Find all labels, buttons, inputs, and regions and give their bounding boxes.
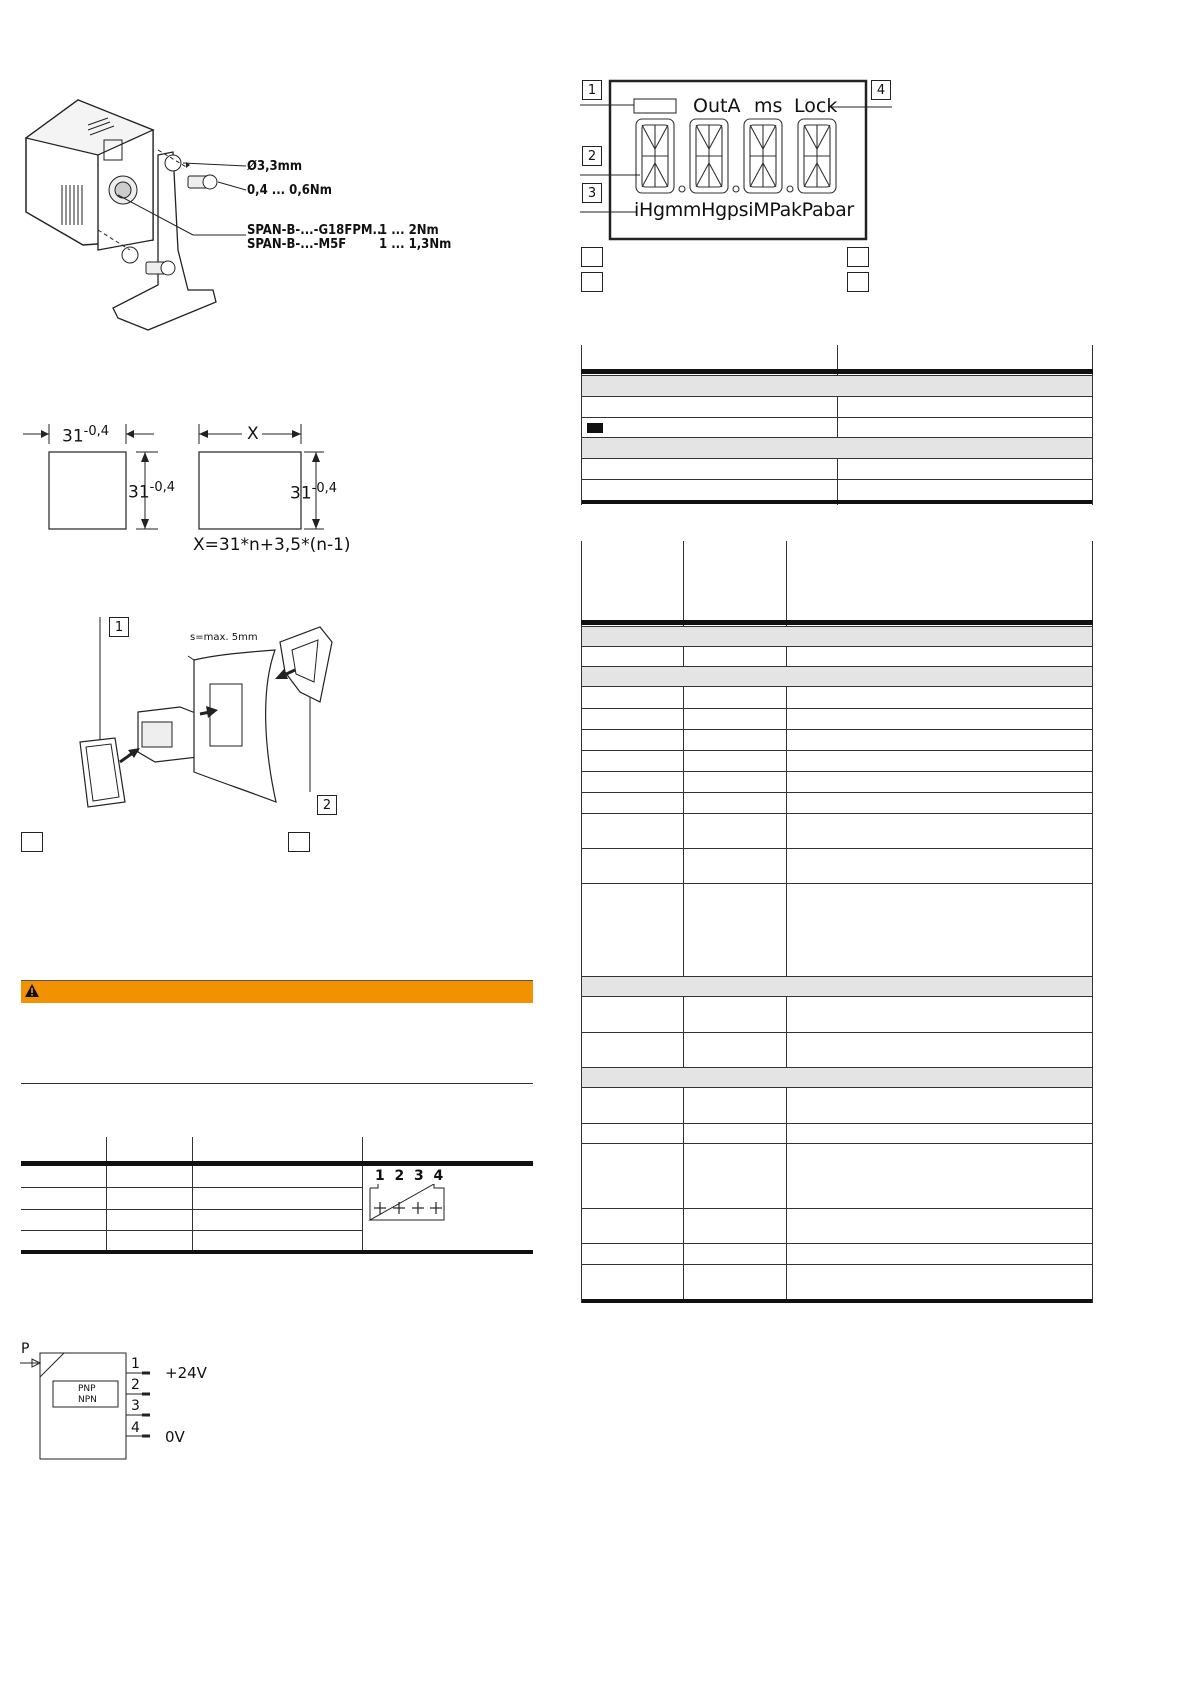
variant1-code: SPAN-B-...-G18FPM.. xyxy=(247,223,382,238)
seven-segment-digits xyxy=(636,119,836,193)
variant2-code: SPAN-B-...-M5F xyxy=(247,237,347,252)
cutout-width-tol: -0,4 xyxy=(83,424,110,439)
pnp-label: PNP xyxy=(78,1384,96,1394)
display-callout-1: 1 xyxy=(582,80,602,100)
cutout2-height-dim xyxy=(290,481,337,504)
display-callout-4: 4 xyxy=(871,80,891,100)
display-ms-label: ms xyxy=(754,95,783,117)
legend-box-left-1 xyxy=(21,832,43,852)
connector-pin-numbers: 1 2 3 4 xyxy=(375,1168,444,1184)
bracket-mounting-illustration xyxy=(18,90,268,350)
cutout-formula: X=31*n+3,5*(n-1) xyxy=(193,535,351,555)
display-legend-box-2 xyxy=(581,272,603,292)
display-out-label: OutA xyxy=(693,95,741,117)
supply-24v-label: +24V xyxy=(165,1364,207,1382)
status-filled-indicator xyxy=(587,423,603,433)
connector-pin-diagram xyxy=(366,1184,448,1224)
cutout-x-label: X xyxy=(247,424,259,444)
gap-label: s=max. 5mm xyxy=(190,632,258,643)
panel-callout-1: 1 xyxy=(109,617,129,637)
cutout-width-dim xyxy=(62,424,109,447)
warning-bar xyxy=(21,980,533,1003)
npn-label: NPN xyxy=(78,1395,97,1405)
supply-0v-label: 0V xyxy=(165,1428,185,1446)
cutout2-height-tol: -0,4 xyxy=(311,481,338,496)
screw-torque-label: 0,4 ... 0,6Nm xyxy=(247,183,332,198)
variant2-torque: 1 ... 1,3Nm xyxy=(379,237,452,252)
pressure-input-label: P xyxy=(21,1341,30,1357)
circuit-diagram xyxy=(20,1345,220,1465)
display-legend-box-3 xyxy=(847,247,869,267)
parameter-table-right-edge xyxy=(1092,626,1093,1303)
pin3-label: 3 xyxy=(131,1398,140,1414)
variant1-torque: 1 ... 2Nm xyxy=(379,223,439,238)
display-lock-label: Lock xyxy=(794,95,838,117)
warning-icon xyxy=(24,983,40,998)
panel-callout-2: 2 xyxy=(317,795,337,815)
pin2-label: 2 xyxy=(131,1377,140,1393)
status-table-vline-fix xyxy=(581,375,582,505)
pin1-label: 1 xyxy=(131,1356,140,1372)
cutout-height-tol: -0,4 xyxy=(149,480,176,495)
hole-diameter-label: Ø3,3mm xyxy=(247,159,303,174)
pin4-label: 4 xyxy=(131,1420,140,1436)
warning-divider xyxy=(21,1083,533,1084)
panel-mounting-illustration xyxy=(70,612,360,822)
display-legend-box-4 xyxy=(847,272,869,292)
display-callout-3: 3 xyxy=(582,183,602,203)
status-table-vline-fix2 xyxy=(1092,375,1093,505)
cutout-height-dim xyxy=(128,480,175,503)
display-units-label: iHgmmHgpsiMPakPabar xyxy=(634,199,854,221)
legend-box-left-2 xyxy=(288,832,310,852)
cutout-height-value: 31 xyxy=(128,482,150,503)
display-callout-2: 2 xyxy=(582,146,602,166)
parameter-table-left-edge xyxy=(581,626,582,1303)
display-legend-box-1 xyxy=(581,247,603,267)
cutout2-height-value: 31 xyxy=(290,483,312,504)
cutout-width-value: 31 xyxy=(62,426,84,447)
